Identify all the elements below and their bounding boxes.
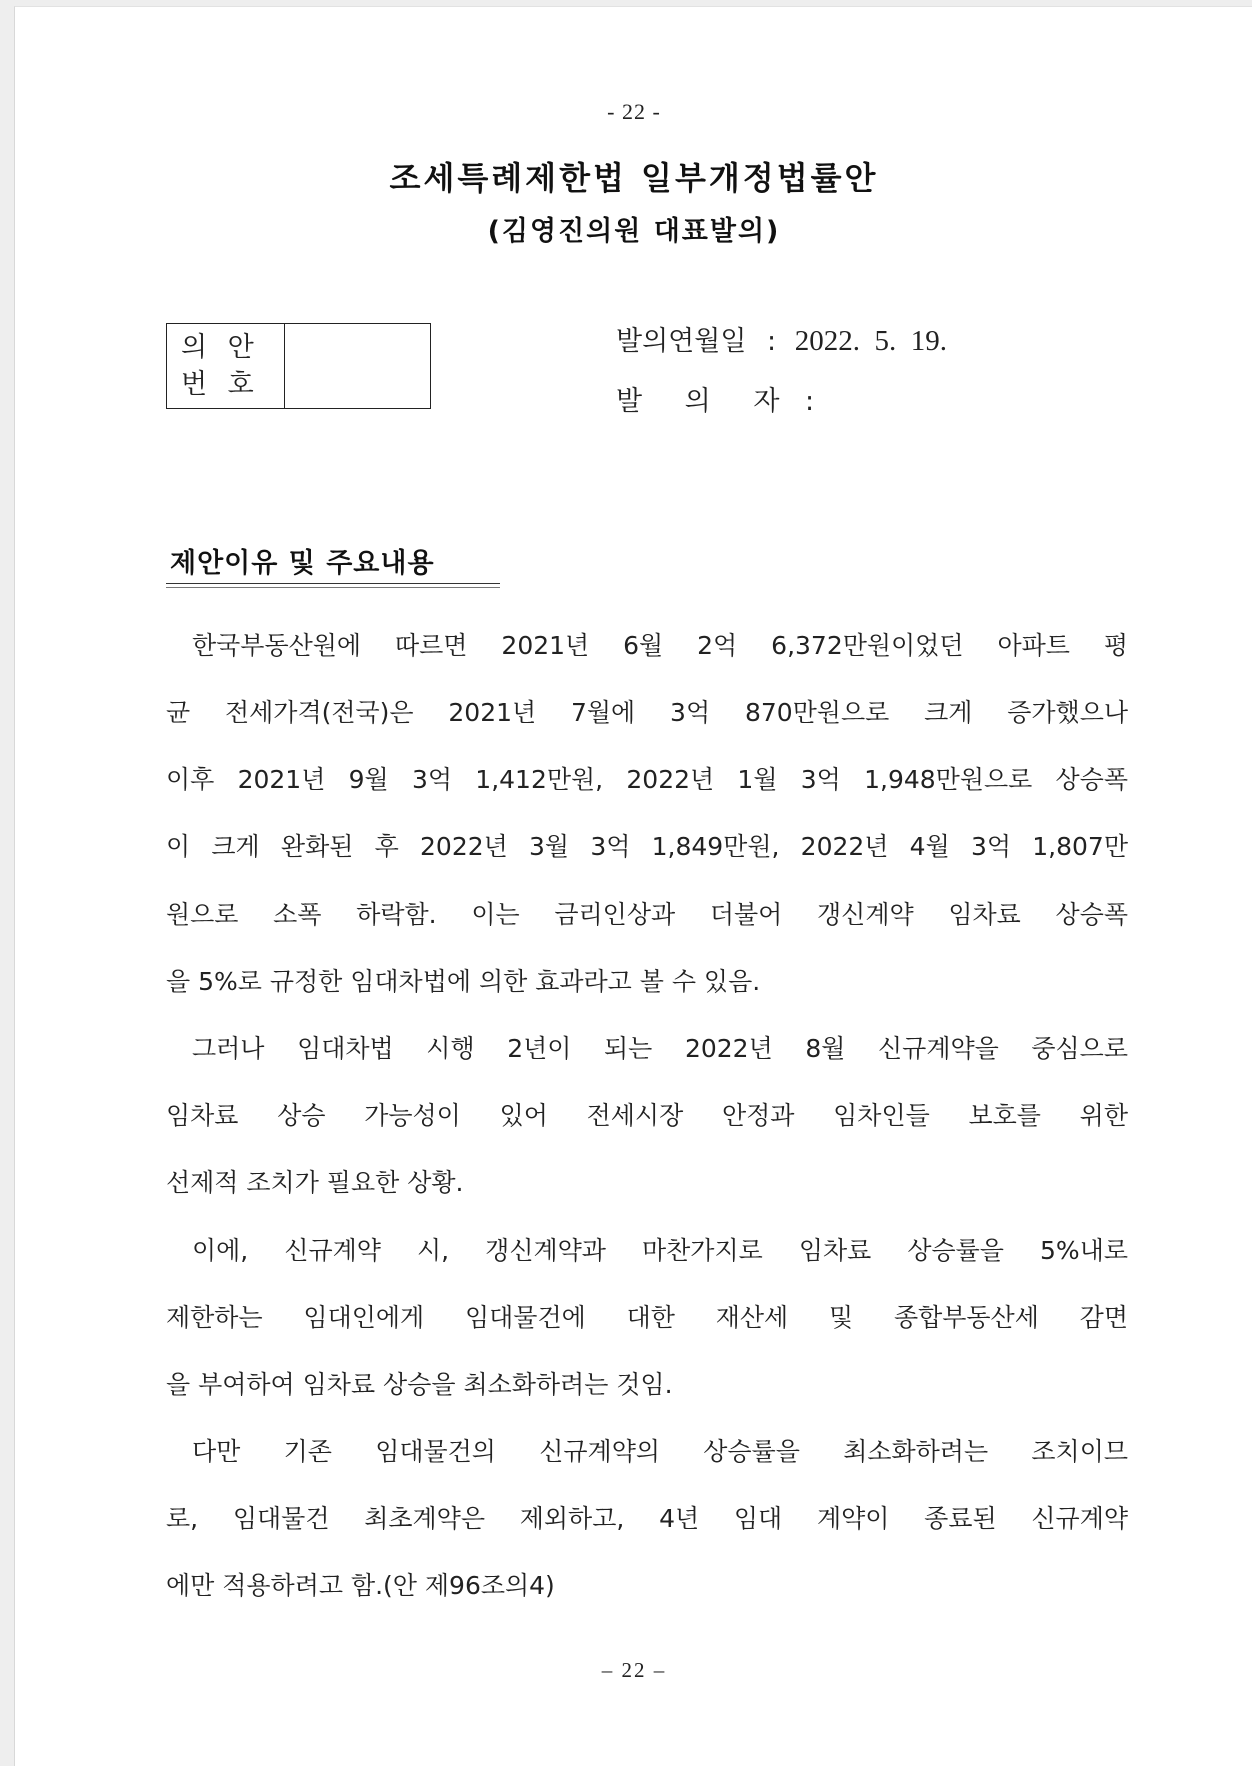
body-line: 다만 기존 임대물건의 신규계약의 상승률을 최소화하려는 조치이므 xyxy=(192,1437,1128,1466)
body-line: 그러나 임대차법 시행 2년이 되는 2022년 8월 신규계약을 중심으로 xyxy=(192,1034,1128,1063)
body-line: 을 5%로 규정한 임대차법에 의한 효과라고 볼 수 있음. xyxy=(166,967,761,996)
page-number-bottom: – 22 – xyxy=(601,1658,667,1682)
body-line: 제한하는 임대인에게 임대물건에 대한 재산세 및 종합부동산세 감면 xyxy=(166,1303,1128,1332)
proposer-colon: : xyxy=(805,386,815,417)
proposer-row xyxy=(616,388,814,415)
body-line: 에만 적용하려고 함.(안 제96조의4) xyxy=(166,1571,555,1600)
body-line: 로, 임대물건 최초계약은 제외하고, 4년 임대 계약이 종료된 신규계약 xyxy=(166,1504,1128,1533)
proposal-date-colon: : xyxy=(767,326,777,357)
body-line: 임차료 상승 가능성이 있어 전세시장 안정과 임차인들 보호를 위한 xyxy=(166,1101,1128,1130)
bill-number-divider xyxy=(284,324,285,408)
bill-subtitle: (김영진의원 대표발의) xyxy=(487,216,781,247)
section-heading-underline-thin xyxy=(166,587,500,588)
bill-number-box xyxy=(166,323,431,409)
document-page xyxy=(14,6,1252,1766)
proposal-date-value: 2022. 5. 19. xyxy=(794,325,947,357)
bill-number-label-line2: 번 호 xyxy=(181,369,260,400)
proposal-date-row xyxy=(616,327,947,356)
page-number-top: - 22 - xyxy=(607,99,661,124)
bill-title: 조세특례제한법 일부개정법률안 xyxy=(389,159,879,197)
section-heading-underline xyxy=(166,583,500,584)
body-line: 원으로 소폭 하락함. 이는 금리인상과 더불어 갱신계약 임차료 상승폭 xyxy=(166,900,1128,929)
body-line: 이 크게 완화된 후 2022년 3월 3억 1,849만원, 2022년 4월 3억 1,807만 xyxy=(166,832,1128,861)
body-line: 선제적 조치가 필요한 상황. xyxy=(166,1168,464,1197)
bill-number-label-line1: 의 안 xyxy=(181,332,260,363)
body-line: 이에, 신규계약 시, 갱신계약과 마찬가지로 임차료 상승률을 5%내로 xyxy=(192,1236,1128,1265)
body-line: 이후 2021년 9월 3억 1,412만원, 2022년 1월 3억 1,948만원으로 상승폭 xyxy=(166,765,1128,794)
proposer-label: 발 의 자 xyxy=(616,386,797,417)
proposal-date-label: 발의연월일 xyxy=(616,326,747,357)
body-line: 균 전세가격(전국)은 2021년 7월에 3억 870만원으로 크게 증가했으나 xyxy=(166,698,1128,727)
body-line: 한국부동산원에 따르면 2021년 6월 2억 6,372만원이었던 아파트 평 xyxy=(192,631,1128,660)
body-line: 을 부여하여 임차료 상승을 최소화하려는 것임. xyxy=(166,1370,673,1399)
section-heading: 제안이유 및 주요내용 xyxy=(170,548,435,579)
